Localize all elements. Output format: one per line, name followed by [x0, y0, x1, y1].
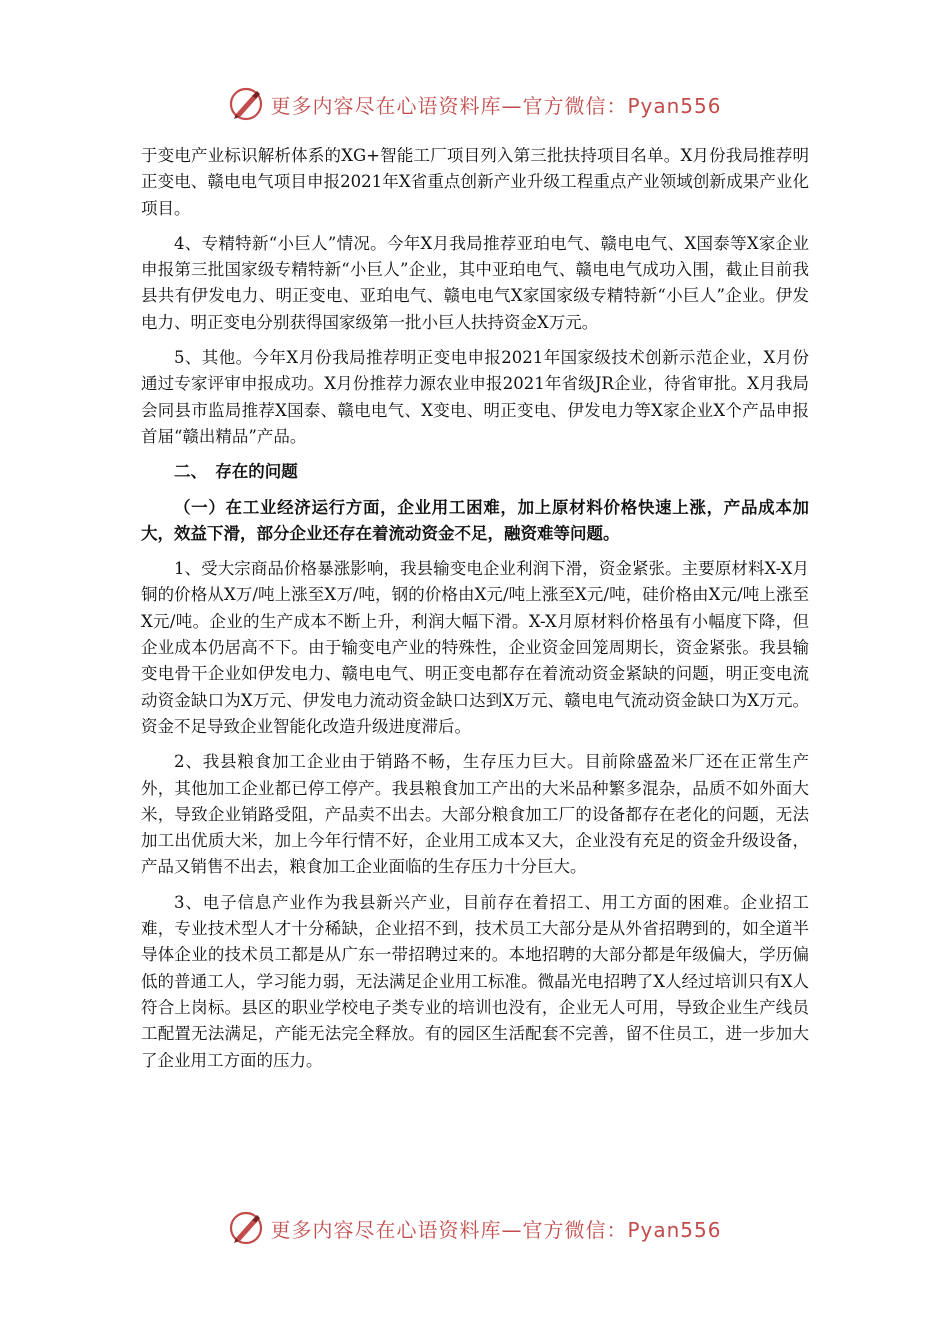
subsection-heading-industrial: （一）在工业经济运行方面，企业用工困难，加上原材料价格快速上涨，产品成本加大，效益下滑，部分企业还存在着流动资金不足，融资难等问题。 [141, 497, 809, 543]
paragraph-grain-processing: 2、我县粮食加工企业由于销路不畅，生存压力巨大。目前除盛盈米厂还在正常生产外，其他加工企业都已停工停产。我县粮食加工产出的大米品种繁多混杂，品质不如外面大米，导致企业销路受阻，产品卖不出去。大部分粮食加工厂的设备都存在老化的问题，无法加工出优质大米，加上今年行情不好，企业用工成本又大，企业没有充足的资金升级设备，产品又销售不出去，粮食加工企业面临的生存压力十分巨大。 [141, 752, 809, 877]
watermark-banner-bottom [0, 1208, 950, 1248]
paragraph-electronics: 3、电子信息产业作为我县新兴产业，目前存在着招工、用工方面的困难。企业招工难，专业技术型人才十分稀缺，企业招不到，技术员工大部分是从外省招聘到的，如全道半导体企业的技术员工都是从广东一带招聘过来的。本地招聘的大部分都是年级偏大，学历偏低的普通工人，学习能力弱，无法满足企业用工标准。微晶光电招聘了X人经过培训只有X人符合上岗标。县区的职业学校电子类专业的培训也没有，企业无人可用，导致企业生产线员工配置无法满足，产能无法完全释放。有的园区生活配套不完善，留不住员工，进一步加大了企业用工方面的压力。 [141, 892, 809, 1070]
watermark-banner-top [0, 84, 950, 124]
watermark-text: 更多内容尽在心语资料库—官方微信：Pyan556 [270, 93, 722, 118]
paragraph-other: 5、其他。今年X月份我局推荐明正变电申报2021年国家级技术创新示范企业，X月份通过专家评审申报成功。X月份推荐力源农业申报2021年省级JR企业，待省审批。X月我局会同县市监局推荐X国泰、赣电电气、X变电、明正变电、伊发电力等X家企业X个产品申报首届“赣出精品”产品。 [141, 348, 809, 446]
watermark-text: 更多内容尽在心语资料库—官方微信：Pyan556 [270, 1217, 722, 1242]
paragraph-raw-materials: 1、受大宗商品价格暴涨影响，我县输变电企业利润下滑，资金紧张。主要原材料X-X月铜的价格从X万/吨上涨至X万/吨，钢的价格由X元/吨上涨至X元/吨，硅价格由X元/吨上涨至X元/吨。企业的生产成本不断上升，利润大幅下滑。X-X月原材料价格虽有小幅度下降，但企业成本仍居高不下。由于输变电产业的特殊性，企业资金回笼周期长，资金紧张。我县输变电骨干企业如伊发电力、赣电电气、明正变电都存在着流动资金紧缺的问题，明正变电流动资金缺口为X万元、伊发电力流动资金缺口达到X万元、赣电电气流动资金缺口为X万元。资金不足导致企业智能化改造升级进度滞后。 [141, 559, 809, 736]
section-heading-problems: 二、 存在的问题 [174, 462, 298, 482]
paragraph-little-giant: 4、专精特新“小巨人”情况。今年X月我局推荐亚珀电气、赣电电气、X国泰等X家企业申报第三批国家级专精特新“小巨人”企业，其中亚珀电气、赣电电气成功入围，截止目前我县共有伊发电力、明正变电、亚珀电气、赣电电气X家国家级专精特新“小巨人”企业。伊发电力、明正变电分别获得国家级第一批小巨人扶持资金X万元。 [141, 233, 809, 332]
pen-logo-icon [228, 1210, 264, 1246]
pen-logo-icon [228, 86, 264, 122]
paragraph-continuation: 于变电产业标识解析体系的XG+智能工厂项目列入第三批扶持项目名单。X月份我局推荐明正变电、赣电电气项目申报2021年X省重点创新产业升级工程重点产业领域创新成果产业化项目。 [141, 146, 809, 218]
document-body [141, 143, 809, 1074]
